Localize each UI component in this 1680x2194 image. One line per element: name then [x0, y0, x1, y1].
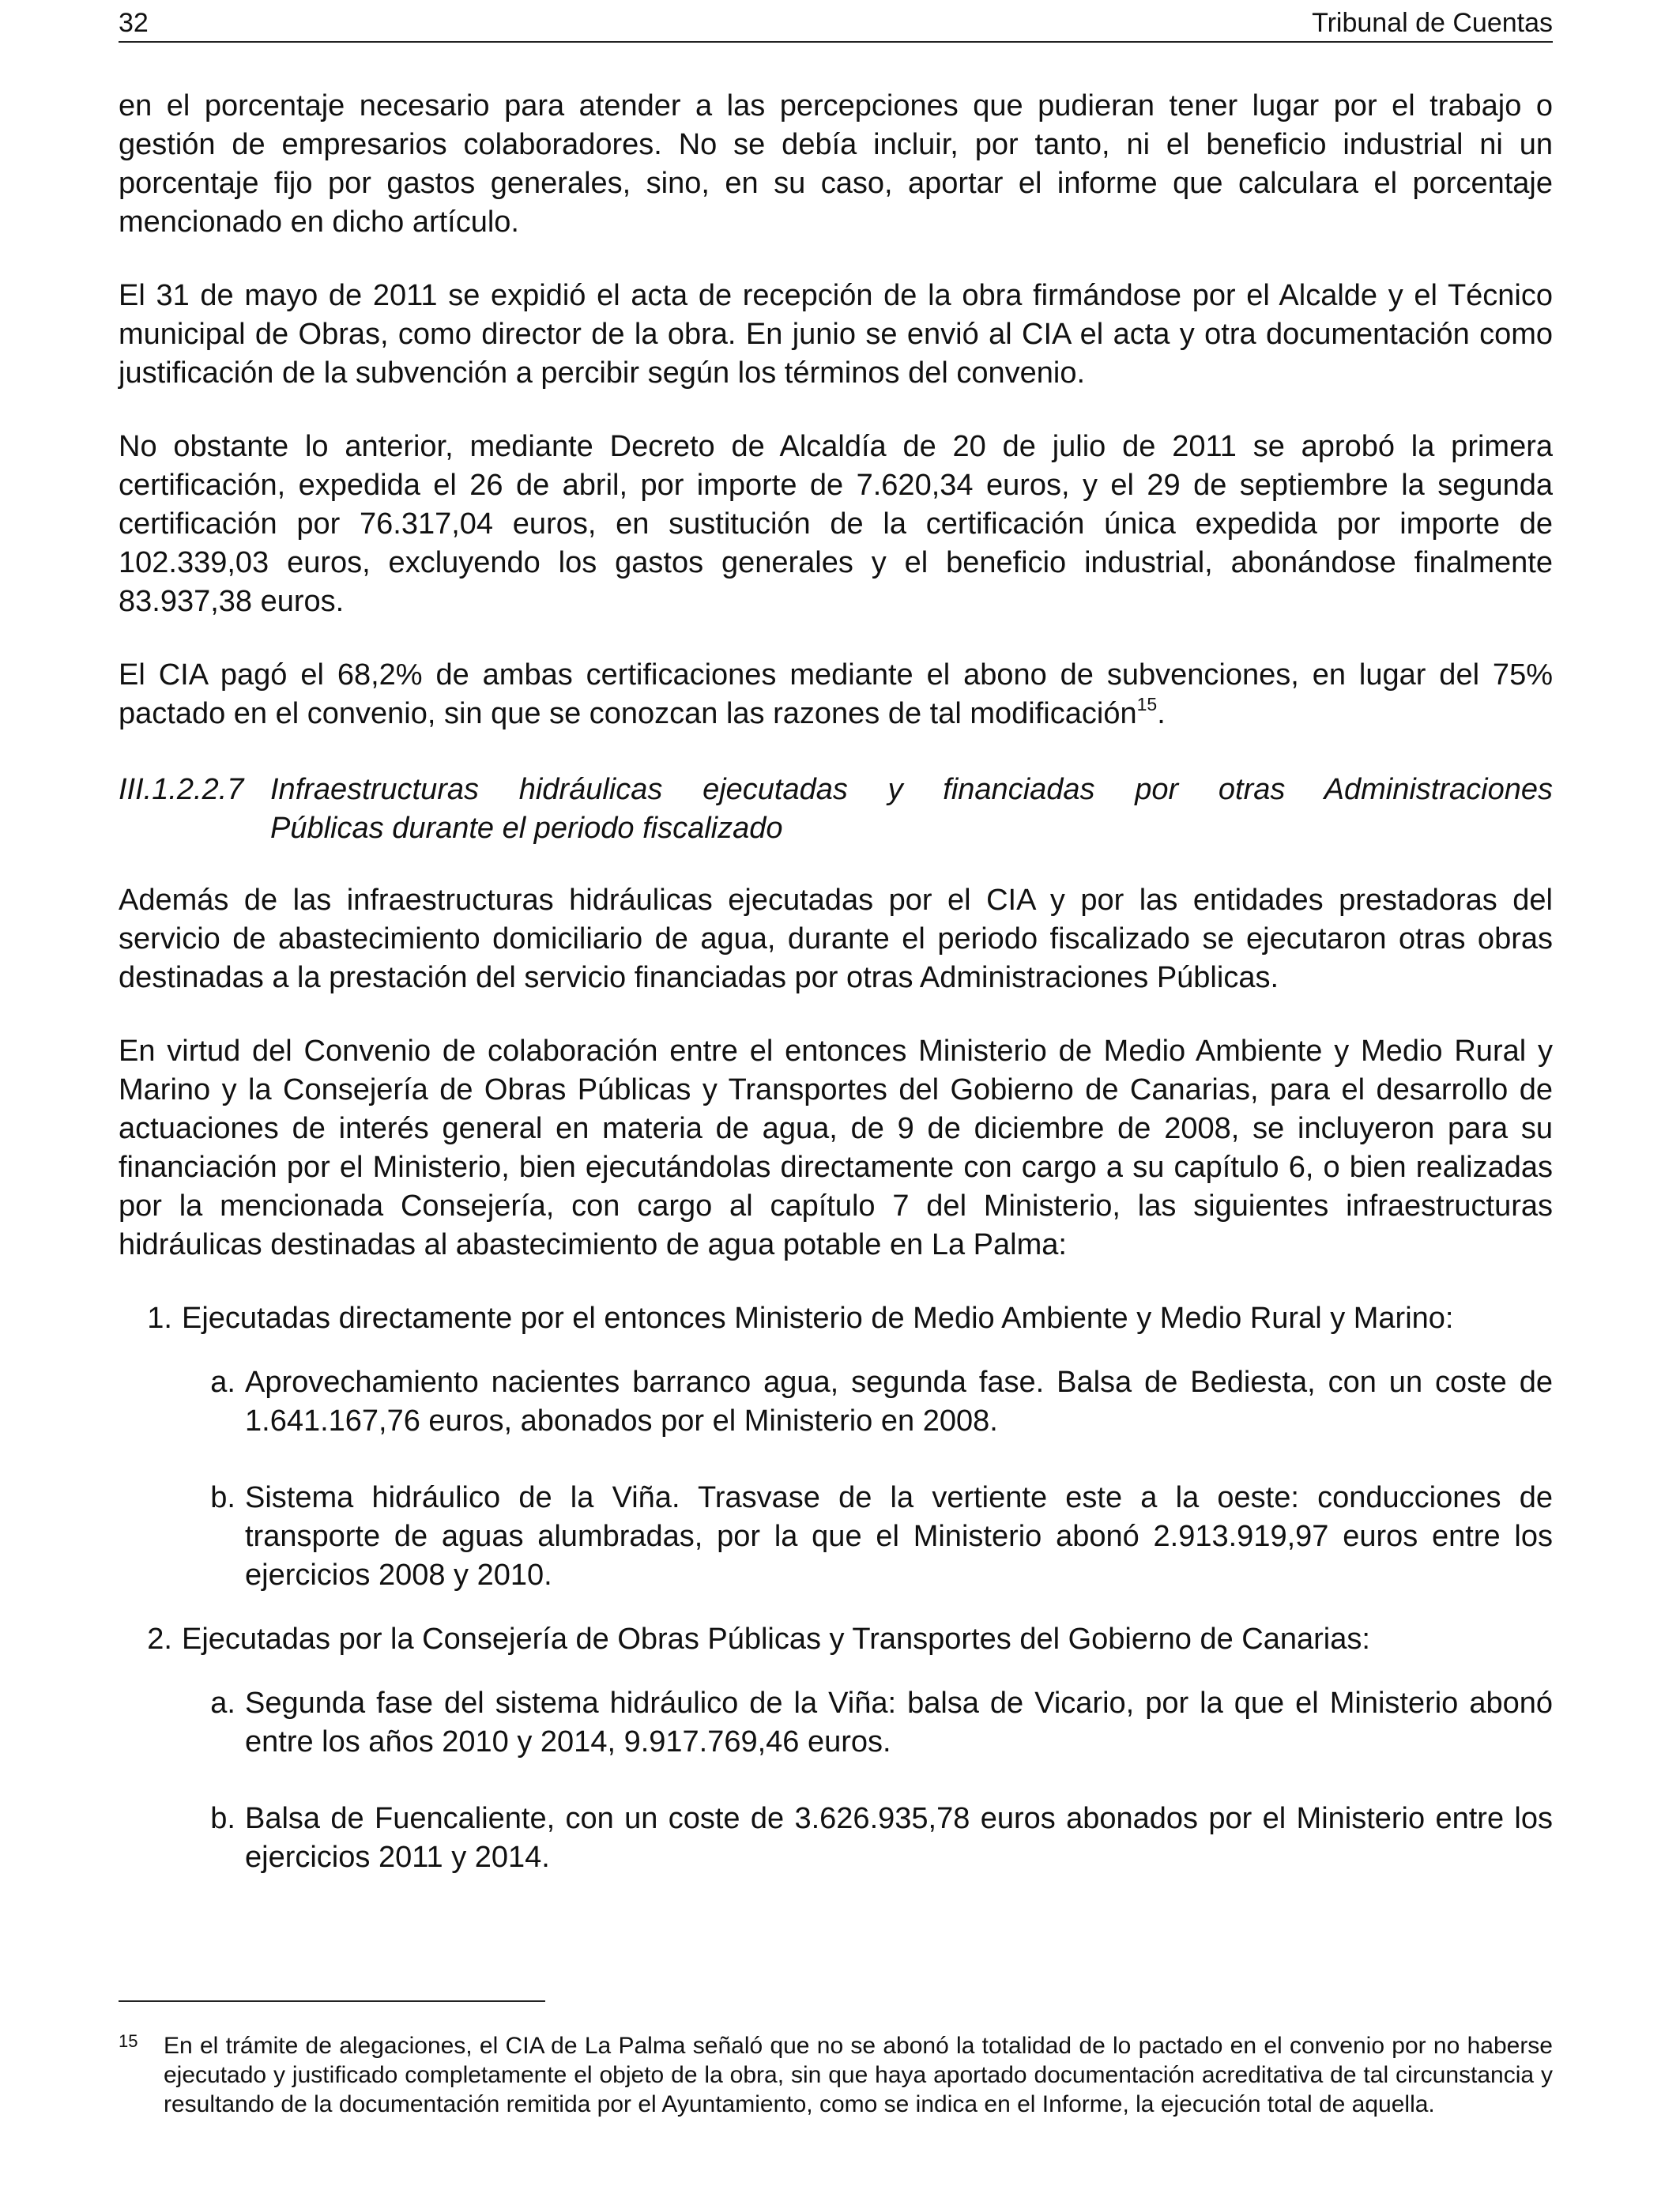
- section-title: [270, 771, 1553, 848]
- paragraph-4-trailing: .: [1157, 697, 1166, 730]
- sub-item-2a: [182, 1684, 1553, 1762]
- sub-item-letter: b.: [210, 1481, 235, 1514]
- sub-item-1b: [182, 1479, 1553, 1595]
- document-body: [119, 87, 1553, 1902]
- paragraph-6: En virtud del Convenio de colaboración entre el entonces Ministerio de Medio Ambiente y Medio Rural y Marino y la Consejería de Obras Públicas y Transportes del Gobierno de Canarias, para el desarrollo de actuaciones de interés general en materia de agua, de 9 de diciembre de 2008, se incluyeron para su financiación por el Ministerio, bien ejecutándolas directamente con cargo a su capítulo 6, o bien realizadas por la mencionada Consejería, con cargo al capítulo 7 del Ministerio, las siguientes infraestructuras hidráulicas destinadas al abastecimiento de agua potable en La Palma:: [119, 1035, 1553, 1261]
- list-item-content: [182, 1620, 1553, 1877]
- sub-item-text: Segunda fase del sistema hidráulico de la Viña: balsa de Vicario, por la que el Ministerio abonó entre los años 2010 y 2014, 9.917.769,46 euros.: [245, 1687, 1553, 1759]
- list-number: 2.: [147, 1623, 172, 1656]
- list-item-content: [182, 1299, 1553, 1595]
- running-title: Tribunal de Cuentas: [1312, 8, 1553, 38]
- paragraph-2: El 31 de mayo de 2011 se expidió el acta de recepción de la obra firmándose por el Alcalde y el Técnico municipal de Obras, como director de la obra. En junio se envió al CIA el acta y otra documentación como justificación de la subvención a percibir según los términos del convenio.: [119, 279, 1553, 390]
- section-title-line-2: Públicas durante el periodo fiscalizado: [270, 812, 783, 845]
- sub-item-text: Sistema hidráulico de la Viña. Trasvase de la vertiente este a la oeste: conducciones de transporte de aguas alumbradas, por la que el Ministerio abonó 2.913.919,97 euros entre los ejercicios 2008 y 2010.: [245, 1481, 1553, 1592]
- page-header: [119, 5, 1553, 43]
- paragraph-1: en el porcentaje necesario para atender a las percepciones que pudieran tener lugar por el trabajo o gestión de empresarios colaboradores. No se debía incluir, por tanto, ni el beneficio industrial ni un porcentaje fijo por gastos generales, sino, en su caso, aportar el informe que calculara el porcentaje mencionado en dicho artículo.: [119, 89, 1553, 239]
- section-heading: [119, 771, 1553, 848]
- numbered-list: [119, 1299, 1553, 1877]
- list-number: 1.: [147, 1302, 172, 1335]
- sub-item-letter: a.: [210, 1687, 235, 1720]
- list-item-2: [119, 1620, 1553, 1877]
- footnote-reference: 15: [1136, 694, 1158, 714]
- sub-item-letter: b.: [210, 1802, 235, 1835]
- footnote-separator: [119, 2000, 545, 2002]
- page-number: 32: [119, 8, 149, 38]
- sub-item-text: Aprovechamiento nacientes barranco agua, segunda fase. Balsa de Bediesta, con un coste de 1.641.167,76 euros, abonados por el Ministerio en 2008.: [245, 1366, 1553, 1438]
- paragraph-5: Además de las infraestructuras hidráulicas ejecutadas por el CIA y por las entidades prestadoras del servicio de abastecimiento domiciliario de agua, durante el periodo fiscalizado se ejecutaron otras obras destinadas a la prestación del servicio financiadas por otras Administraciones Públicas.: [119, 884, 1553, 994]
- footnote-text: En el trámite de alegaciones, el CIA de La Palma señaló que no se abonó la totalidad de lo pactado en el convenio por no haberse ejecutado y justificado completamente el objeto de la obra, sin que haya aportado documentación acreditativa de tal circunstancia y resultando de la documentación remitida por el Ayuntamiento, como se indica en el Informe, la ejecución total de aquella.: [164, 2033, 1553, 2117]
- paragraph-3: No obstante lo anterior, mediante Decreto de Alcaldía de 20 de julio de 2011 se aprobó la primera certificación, expedida el 26 de abril, por importe de 7.620,34 euros, y el 29 de septiembre la segunda certificación por 76.317,04 euros, en sustitución de la certificación única expedida por importe de 102.339,03 euros, excluyendo los gastos generales y el beneficio industrial, abonándose finalmente 83.937,38 euros.: [119, 430, 1553, 618]
- list-item-text: Ejecutadas por la Consejería de Obras Públicas y Transportes del Gobierno de Canarias:: [182, 1623, 1370, 1656]
- sub-item-text: Balsa de Fuencaliente, con un coste de 3.626.935,78 euros abonados por el Ministerio entre los ejercicios 2011 y 2014.: [245, 1802, 1553, 1874]
- paragraph-4: [119, 656, 1553, 733]
- sub-item-2b: [182, 1800, 1553, 1877]
- paragraph-4-text: El CIA pagó el 68,2% de ambas certificaciones mediante el abono de subvenciones, en lugar del 75% pactado en el convenio, sin que se conozcan las razones de tal modificación: [119, 658, 1553, 730]
- footnote: [119, 2031, 1553, 2119]
- sub-item-1a: [182, 1363, 1553, 1441]
- section-number: III.1.2.2.7: [119, 773, 244, 806]
- section-title-line-1: Infraestructuras hidráulicas ejecutadas y financiadas por otras Administraciones: [270, 773, 1553, 806]
- sub-item-letter: a.: [210, 1366, 235, 1399]
- footnote-mark: 15: [119, 2031, 138, 2051]
- list-item-1: [119, 1299, 1553, 1595]
- list-item-text: Ejecutadas directamente por el entonces Ministerio de Medio Ambiente y Medio Rural y Marino:: [182, 1302, 1454, 1335]
